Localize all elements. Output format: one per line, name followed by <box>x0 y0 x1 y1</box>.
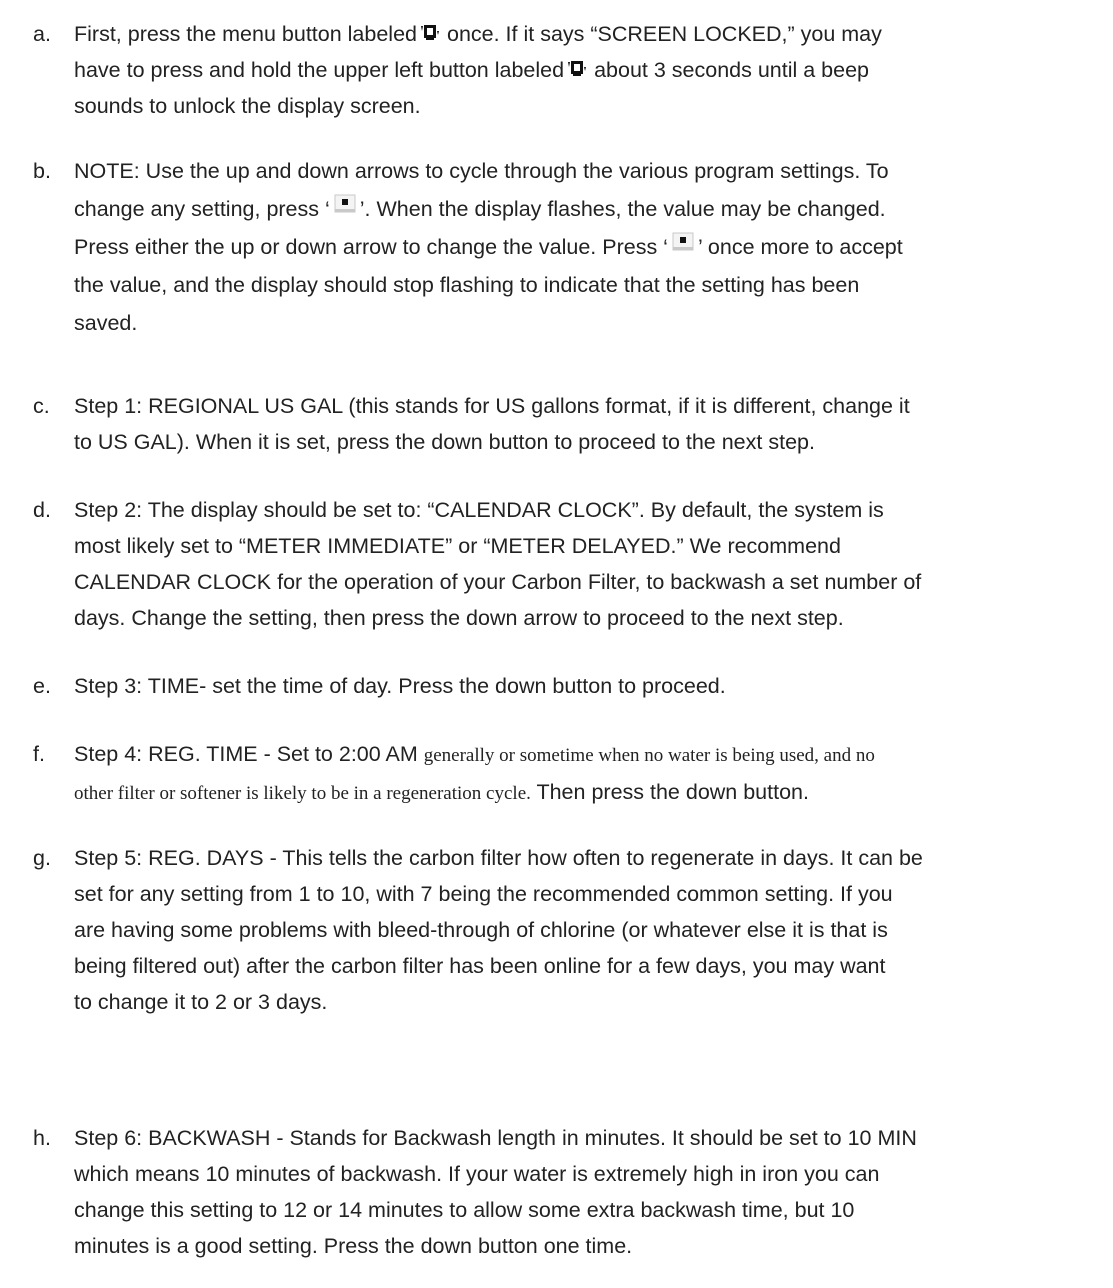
list-item-text: Step 3: TIME- set the time of day. Press the down button to proceed. <box>74 674 726 698</box>
list-item-text: Step 2: The display should be set to: “CALENDAR CLOCK”. By default, the system is most likely set to “METER IMMEDIATE” or “METER DELAYED.” We recommend CALENDAR CLOCK for the operation of your Carbon Filter, to backwash a set number of days. Change the setting, then press the down arrow to proceed to the next step. <box>74 498 922 630</box>
list-item-text: First, press the menu button labeled once. If it says “SCREEN LOCKED,” you may have to press and hold the upper left button labeled about 3 seconds until a beep sounds to unlock the display screen. <box>74 22 882 118</box>
list-marker: g. <box>33 846 51 870</box>
menu-button-icon <box>418 23 440 43</box>
list-marker: d. <box>33 498 51 522</box>
list-item-text: Step 6: BACKWASH - Stands for Backwash length in minutes. It should be set to 10 MIN which means 10 minutes of backwash. If your water is extremely high in iron you can change this setting to 12 or 14 minutes to allow some extra backwash time, but 10 minutes is a good setting. Press the down button one time. <box>74 1126 917 1258</box>
list-marker: c. <box>33 394 50 418</box>
set-button-icon <box>334 194 356 214</box>
list-item-text: NOTE: Use the up and down arrows to cycle through the various program settings. To change any setting, press ‘ ’. When the display flashes, the value may be changed. Press either the up or down arrow to change the value. Press ‘ ’ once more to accept the value, and the display should stop flashing to indicate that the setting has been saved. <box>74 159 903 335</box>
list-marker: e. <box>33 674 51 698</box>
list-marker: b. <box>33 159 51 183</box>
set-button-icon <box>672 232 694 252</box>
list-item-text: Step 5: REG. DAYS - This tells the carbon filter how often to regenerate in days. It can be set for any setting from 1 to 10, with 7 being the recommended common setting. If you are having some problems with bleed-through of chlorine (or whatever else it is that is being filtered out) after the carbon filter has been online for a few days, you may want to change it to 2 or 3 days. <box>74 846 923 1014</box>
menu-button-icon <box>565 59 587 79</box>
list-item-text: Step 1: REGIONAL US GAL (this stands for US gallons format, if it is different, change it to US GAL). When it is set, press the down button to proceed to the next step. <box>74 394 910 454</box>
list-marker: a. <box>33 22 51 46</box>
list-marker: f. <box>33 742 45 766</box>
list-marker: h. <box>33 1126 51 1150</box>
list-item-text: Step 4: REG. TIME - Set to 2:00 AM generally or sometime when no water is being used, and no other filter or softener is likely to be in a regeneration cycle. Then press the down button. <box>74 742 875 804</box>
